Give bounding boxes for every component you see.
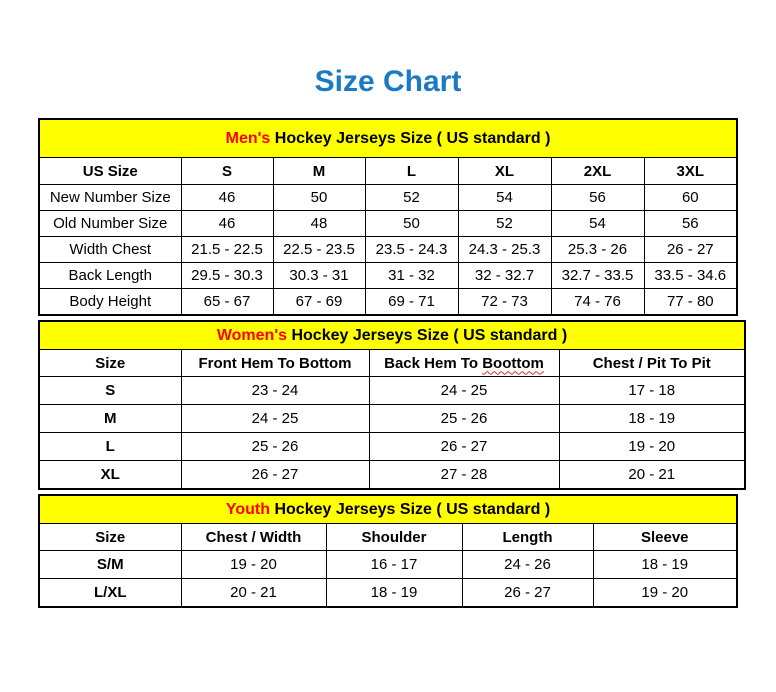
row-label: L/XL — [39, 579, 181, 608]
cell-value: 26 - 27 — [181, 461, 369, 490]
cell-value: 24.3 - 25.3 — [458, 237, 551, 263]
cell-value: 20 - 21 — [559, 461, 745, 490]
mens-section-band — [39, 119, 737, 158]
mens-size-table — [38, 118, 738, 316]
cell-value: 21.5 - 22.5 — [181, 237, 273, 263]
cell-value: 19 - 20 — [559, 433, 745, 461]
mens-header-row — [39, 158, 737, 185]
womens-section-band — [39, 321, 745, 350]
column-header-text: Back Hem To — [384, 354, 483, 372]
table-row — [39, 263, 737, 289]
cell-value: 56 — [644, 211, 737, 237]
cell-value: 19 - 20 — [593, 579, 737, 608]
column-header: Front Hem To Bottom — [181, 350, 369, 377]
youth-section-title-rest: Hockey Jerseys Size ( US standard ) — [270, 500, 551, 518]
column-header: 2XL — [551, 158, 644, 185]
cell-value: 33.5 - 34.6 — [644, 263, 737, 289]
cell-value: 65 - 67 — [181, 289, 273, 316]
column-header: 3XL — [644, 158, 737, 185]
cell-value: 26 - 27 — [369, 433, 559, 461]
cell-value: 22.5 - 23.5 — [273, 237, 365, 263]
row-label: S/M — [39, 551, 181, 579]
column-header: US Size — [39, 158, 181, 185]
cell-value: 67 - 69 — [273, 289, 365, 316]
table-row — [39, 211, 737, 237]
cell-value: 46 — [181, 211, 273, 237]
cell-value: 24 - 26 — [462, 551, 593, 579]
table-row — [39, 185, 737, 211]
womens-header-row — [39, 350, 745, 377]
cell-value: 50 — [273, 185, 365, 211]
table-row — [39, 551, 737, 579]
cell-value: 25 - 26 — [369, 405, 559, 433]
cell-value: 50 — [365, 211, 458, 237]
cell-value: 32.7 - 33.5 — [551, 263, 644, 289]
column-header: Sleeve — [593, 524, 737, 551]
column-header: XL — [458, 158, 551, 185]
cell-value: 48 — [273, 211, 365, 237]
cell-value: 24 - 25 — [181, 405, 369, 433]
youth-header-row — [39, 524, 737, 551]
row-label: S — [39, 377, 181, 405]
mens-section-title-rest: Hockey Jerseys Size ( US standard ) — [270, 129, 551, 147]
cell-value: 54 — [551, 211, 644, 237]
table-row — [39, 433, 745, 461]
table-row — [39, 377, 745, 405]
row-label: Back Length — [39, 263, 181, 289]
row-label: Old Number Size — [39, 211, 181, 237]
misspelled-word-squiggle: Boottom — [482, 354, 544, 372]
youth-section-highlight: Youth — [225, 500, 271, 518]
mens-section-highlight: Men's — [225, 129, 271, 147]
cell-value: 18 - 19 — [559, 405, 745, 433]
table-row — [39, 289, 737, 316]
youth-section-band — [39, 495, 737, 524]
column-header — [369, 350, 559, 377]
youth-section-header — [39, 495, 737, 524]
row-label: Body Height — [39, 289, 181, 316]
cell-value: 54 — [458, 185, 551, 211]
womens-size-table — [38, 320, 746, 490]
row-label: XL — [39, 461, 181, 490]
tables-container — [38, 118, 736, 608]
page-title: Size Chart — [314, 65, 462, 98]
cell-value: 74 - 76 — [551, 289, 644, 316]
cell-value: 18 - 19 — [326, 579, 462, 608]
cell-value: 46 — [181, 185, 273, 211]
cell-value: 19 - 20 — [181, 551, 326, 579]
column-header: Length — [462, 524, 593, 551]
cell-value: 29.5 - 30.3 — [181, 263, 273, 289]
cell-value: 26 - 27 — [462, 579, 593, 608]
cell-value: 23 - 24 — [181, 377, 369, 405]
cell-value: 25 - 26 — [181, 433, 369, 461]
cell-value: 72 - 73 — [458, 289, 551, 316]
column-header: Chest / Width — [181, 524, 326, 551]
womens-section-highlight: Women's — [216, 326, 288, 344]
womens-section-title-rest: Hockey Jerseys Size ( US standard ) — [287, 326, 568, 344]
cell-value: 16 - 17 — [326, 551, 462, 579]
cell-value: 18 - 19 — [593, 551, 737, 579]
column-header: S — [181, 158, 273, 185]
cell-value: 77 - 80 — [644, 289, 737, 316]
cell-value: 52 — [458, 211, 551, 237]
youth-size-table — [38, 494, 738, 608]
mens-section-header — [39, 119, 737, 158]
column-header: Size — [39, 524, 181, 551]
cell-value: 24 - 25 — [369, 377, 559, 405]
cell-value: 60 — [644, 185, 737, 211]
row-label: Width Chest — [39, 237, 181, 263]
cell-value: 20 - 21 — [181, 579, 326, 608]
cell-value: 25.3 - 26 — [551, 237, 644, 263]
cell-value: 56 — [551, 185, 644, 211]
cell-value: 17 - 18 — [559, 377, 745, 405]
row-label: New Number Size — [39, 185, 181, 211]
table-row — [39, 579, 737, 608]
table-row — [39, 461, 745, 490]
row-label: M — [39, 405, 181, 433]
cell-value: 23.5 - 24.3 — [365, 237, 458, 263]
column-header: Chest / Pit To Pit — [559, 350, 745, 377]
womens-section-header — [39, 321, 745, 350]
row-label: L — [39, 433, 181, 461]
cell-value: 69 - 71 — [365, 289, 458, 316]
table-row — [39, 405, 745, 433]
column-header: Shoulder — [326, 524, 462, 551]
table-row — [39, 237, 737, 263]
column-header: M — [273, 158, 365, 185]
cell-value: 30.3 - 31 — [273, 263, 365, 289]
cell-value: 32 - 32.7 — [458, 263, 551, 289]
cell-value: 27 - 28 — [369, 461, 559, 490]
column-header: L — [365, 158, 458, 185]
column-header: Size — [39, 350, 181, 377]
cell-value: 26 - 27 — [644, 237, 737, 263]
cell-value: 52 — [365, 185, 458, 211]
cell-value: 31 - 32 — [365, 263, 458, 289]
